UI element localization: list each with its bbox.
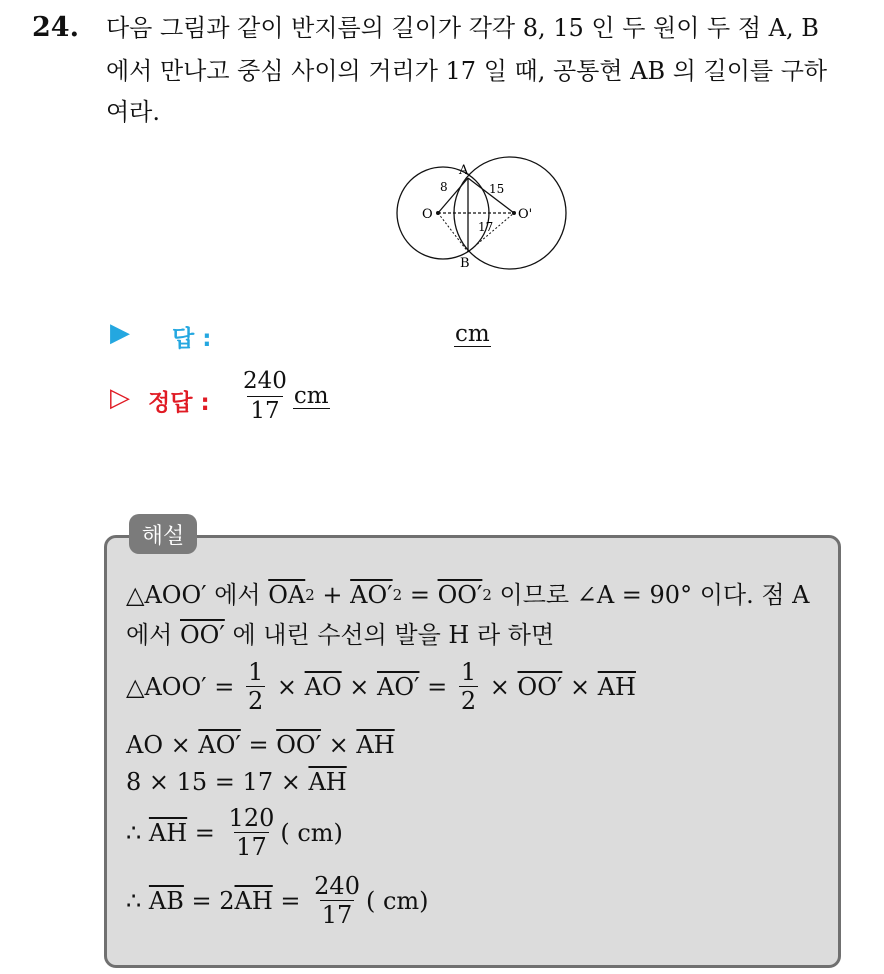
label-length-15: 15 xyxy=(489,182,505,196)
fraction-denominator: 17 xyxy=(321,901,353,929)
equals: = xyxy=(272,886,309,915)
segment-ah-text: $\overline{AH}$ xyxy=(356,731,395,759)
fraction-half xyxy=(246,660,265,713)
fraction-numerator: 240 xyxy=(243,368,287,394)
two-circles-figure xyxy=(390,155,575,275)
solution-line-5 xyxy=(126,770,347,794)
fraction-denominator: 2 xyxy=(460,687,477,715)
fraction-numerator: 240 xyxy=(314,872,360,900)
segment-ao-prime-text: AO′ xyxy=(198,731,241,759)
label-length-17: 17 xyxy=(478,220,494,234)
solution-line-4 xyxy=(126,733,395,757)
answer-label: 답 : xyxy=(172,326,212,352)
fraction-denominator: 17 xyxy=(236,833,267,861)
segment-oo-prime-text: OO′ xyxy=(517,672,563,701)
question-number: 24. xyxy=(32,12,79,43)
correct-answer-marker-icon: ▷ xyxy=(110,383,130,413)
segment-ah-text: $\overline{AH}$ xyxy=(234,886,273,915)
answer-marker-icon: ▶ xyxy=(110,318,130,348)
segment-ah-text: $\overline{AH}$ xyxy=(308,768,347,796)
solution-line-1: △AOO′ 에서 $\overline{OA}$ 2 + AO′ 2 = OO′ 2 이므로 ∠A = 90° 이다. 점 A xyxy=(126,581,810,609)
segment-ao-prime-text: AO′ xyxy=(350,581,393,609)
times: × xyxy=(269,672,305,701)
times: × xyxy=(562,672,598,701)
triangle-aoo: △AOO′ xyxy=(126,581,207,609)
correct-answer-value xyxy=(240,370,330,423)
equals: = xyxy=(240,731,277,759)
text: 에 내린 수선의 발을 H 라 하면 xyxy=(224,621,555,649)
fraction-denominator: 2 xyxy=(247,687,264,715)
label-a: A xyxy=(459,163,469,178)
label-o: O xyxy=(422,207,433,222)
times: × xyxy=(321,731,357,759)
answer-unit-blank[interactable]: cm xyxy=(455,321,490,347)
fraction-denominator: 17 xyxy=(247,396,282,423)
label-b: B xyxy=(460,256,470,271)
segment-ah-text: $\overline{AH}$ xyxy=(597,672,636,701)
equals: = xyxy=(402,581,438,609)
fraction-numerator: 1 xyxy=(247,658,264,686)
solution-line-2 xyxy=(126,623,554,647)
times: × xyxy=(482,672,518,701)
point-o-prime-dot xyxy=(512,211,516,215)
solution-tab: 해설 xyxy=(129,514,197,554)
unit: ( cm) xyxy=(365,886,429,915)
therefore: ∴ xyxy=(126,886,149,915)
fraction-240-17 xyxy=(312,874,362,927)
correct-answer-fraction xyxy=(240,370,290,423)
times: × xyxy=(341,672,378,701)
solution-line-3 xyxy=(126,660,636,713)
segment-oo-prime-text: OO′ xyxy=(437,581,483,609)
solution-line-6 xyxy=(126,806,343,859)
equals: = 2 xyxy=(183,886,235,915)
question-text-line-2: 에서 만나고 중심 사이의 거리가 17 일 때, 공통현 AB 의 길이를 구하 xyxy=(106,57,828,85)
correct-answer-label: 정답 : xyxy=(148,390,210,416)
text: AO × xyxy=(126,731,199,759)
fraction-numerator: 1 xyxy=(460,658,477,686)
correct-answer-unit: cm xyxy=(293,382,329,409)
segment-oo-prime-text: OO′ xyxy=(276,731,322,759)
text: 이므로 ∠A = 90° 이다. 점 A xyxy=(491,581,810,609)
segment-ao-text: $\overline{AO}$ xyxy=(304,672,342,701)
segment-oo-prime-text: OO′ xyxy=(180,621,225,649)
plus: + xyxy=(314,581,351,609)
fraction-numerator: 120 xyxy=(228,804,275,832)
label-o-prime: O' xyxy=(518,207,533,222)
segment-ob xyxy=(438,213,468,252)
unit: ( cm) xyxy=(280,818,343,847)
point-o-dot xyxy=(436,211,440,215)
segment-ao-prime-text: AO′ xyxy=(377,672,420,701)
label-length-8: 8 xyxy=(440,180,448,194)
therefore: ∴ xyxy=(126,818,149,847)
segment-ab-text: $\overline{AB}$ xyxy=(148,886,184,915)
text: 에서 xyxy=(206,581,269,609)
equals: = xyxy=(187,818,223,847)
question-text-line-3: 여라. xyxy=(106,98,160,126)
segment-oa-text: $\overline{OA}$ xyxy=(268,581,306,609)
question-text-line-1: 다음 그림과 같이 반지름의 길이가 각각 8, 15 인 두 원이 두 점 A, B xyxy=(106,14,819,42)
solution-line-7 xyxy=(126,874,429,927)
text: 8 × 15 = 17 × xyxy=(126,768,309,796)
equals: = xyxy=(419,672,455,701)
text: 에서 xyxy=(126,621,180,649)
text: △AOO′ = xyxy=(126,672,242,701)
segment-ah-text: $\overline{AH}$ xyxy=(148,818,188,847)
fraction-120-17 xyxy=(227,806,277,859)
fraction-half xyxy=(459,660,478,713)
